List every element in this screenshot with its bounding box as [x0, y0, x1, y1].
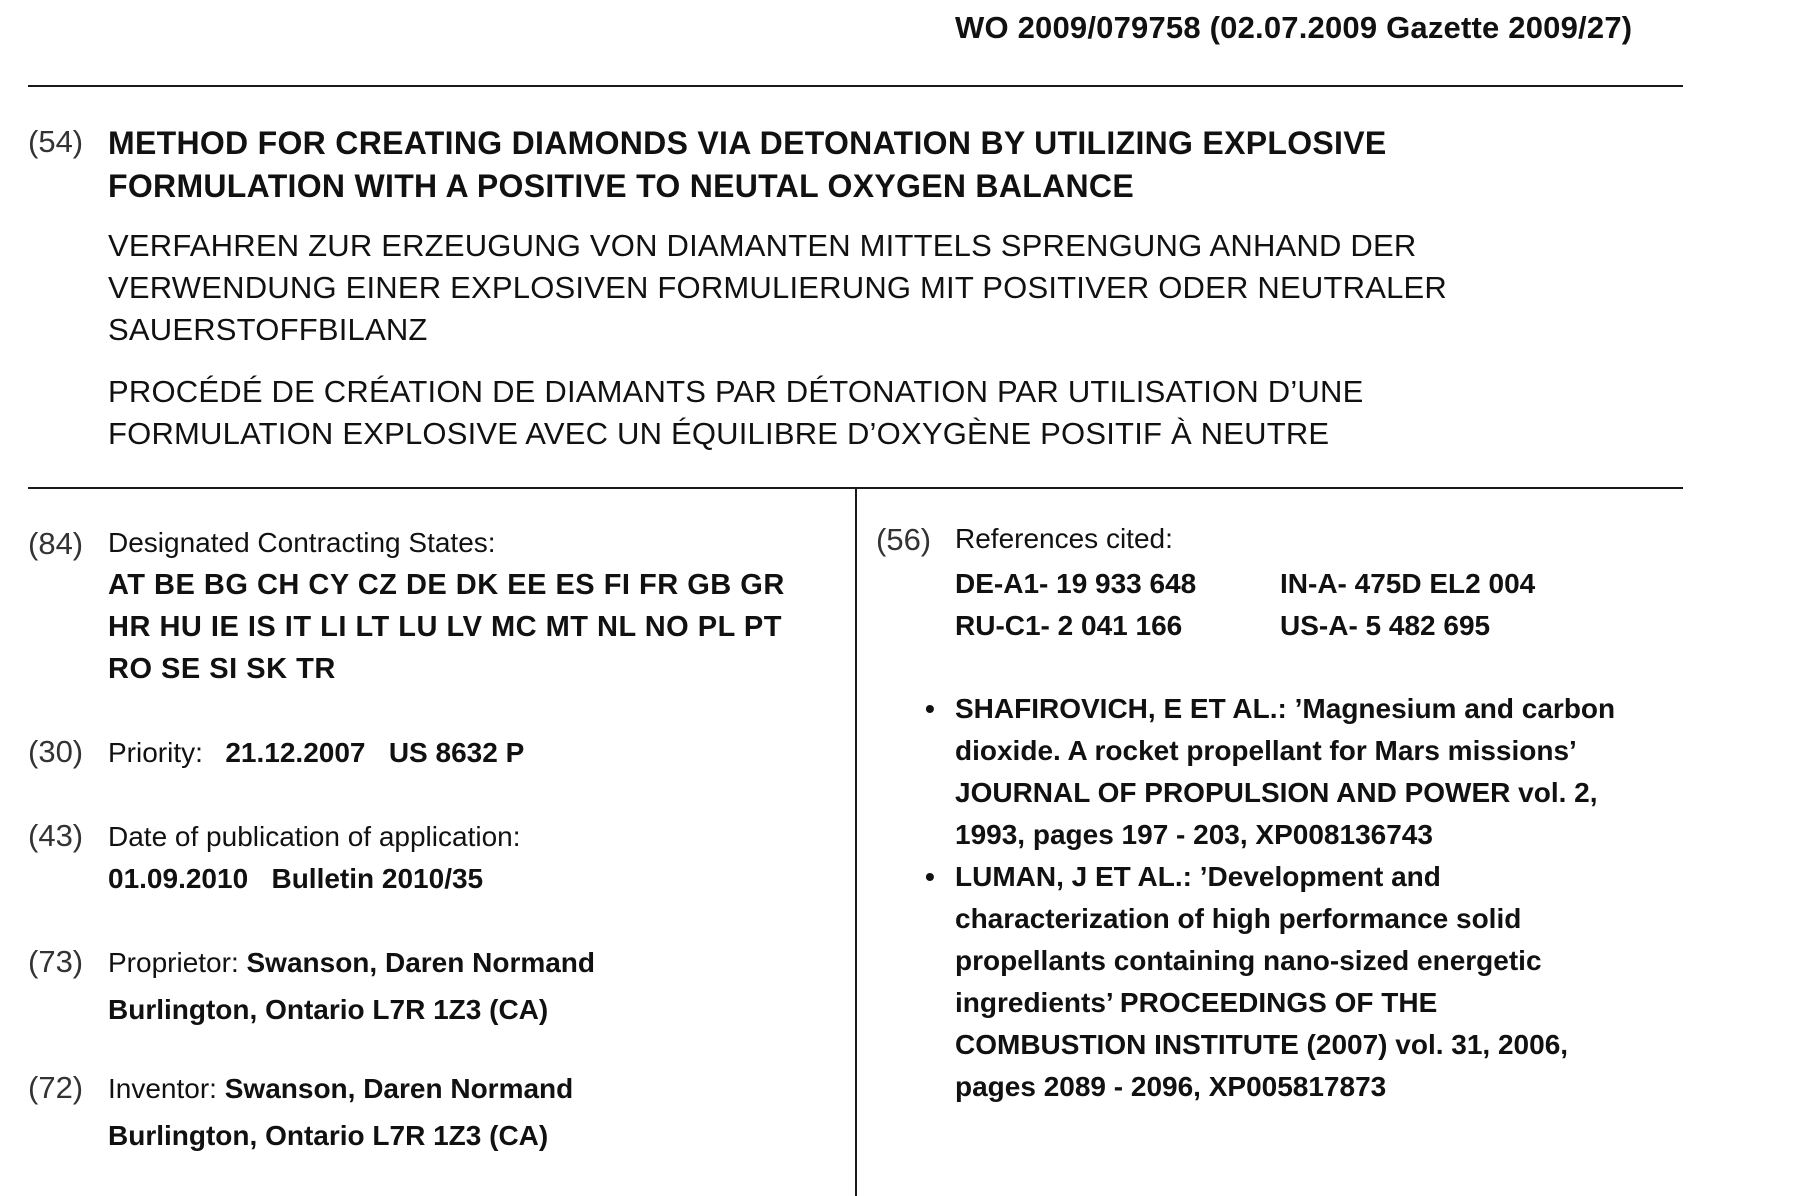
international-publication-number: WO 2009/079758 (02.07.2009 Gazette 2009/27) — [955, 10, 1633, 45]
npl-line: pages 2089 - 2096, XP005817873 — [955, 1071, 1387, 1102]
title-french — [108, 371, 1668, 455]
title-german-line: SAUERSTOFFBILANZ — [108, 312, 428, 347]
npl-line: ingredients’ PROCEEDINGS OF THE — [955, 987, 1438, 1018]
npl-line: 1993, pages 197 - 203, XP008136743 — [955, 819, 1433, 850]
references-code: (56) — [876, 522, 932, 557]
states-line: HR HU IE IS IT LI LT LU LV MC MT NL NO PL PT — [108, 611, 782, 643]
bullet-icon: • — [925, 693, 935, 724]
inventor-address: Burlington, Ontario L7R 1Z3 (CA) — [108, 1120, 549, 1151]
title-german-line: VERFAHREN ZUR ERZEUGUNG VON DIAMANTEN MITTELS SPRENGUNG ANHAND DER — [108, 228, 1417, 263]
top-divider — [28, 85, 1683, 87]
npl-line: characterization of high performance solid — [955, 903, 1522, 934]
priority-label: Priority: — [108, 737, 203, 768]
publication-date-label: Date of publication of application: — [108, 821, 521, 852]
patent-citation: US-A- 5 482 695 — [1280, 610, 1491, 641]
npl-line: propellants containing nano-sized energetic — [955, 945, 1542, 976]
npl-line: COMBUSTION INSTITUTE (2007) vol. 31, 2006, — [955, 1029, 1569, 1060]
states-line: RO SE SI SK TR — [108, 653, 336, 685]
npl-line: dioxide. A rocket propellant for Mars missions’ — [955, 735, 1577, 766]
states-line: AT BE BG CH CY CZ DE DK EE ES FI FR GB GR — [108, 569, 785, 601]
npl-line: LUMAN, J ET AL.: ’Development and — [955, 861, 1441, 892]
patent-citation-row — [955, 605, 1675, 647]
bullet-icon: • — [925, 861, 935, 892]
title-english-line: FORMULATION WITH A POSITIVE TO NEUTAL OXYGEN BALANCE — [108, 168, 1134, 204]
inventor-name: Swanson, Daren Normand — [224, 1073, 574, 1104]
proprietor-label: Proprietor: — [108, 947, 247, 978]
designated-code: (84) — [28, 526, 84, 561]
references-label: References cited: — [955, 523, 1173, 554]
publication-date-code: (43) — [28, 818, 84, 853]
patent-citations — [955, 563, 1675, 647]
patent-citation: IN-A- 475D EL2 004 — [1280, 568, 1536, 599]
priority — [108, 732, 524, 779]
title-german-line: VERWENDUNG EINER EXPLOSIVEN FORMULIERUNG MIT POSITIVER ODER NEUTRALER — [108, 270, 1447, 305]
column-divider — [855, 488, 857, 1196]
title-french-line: FORMULATION EXPLOSIVE AVEC UN ÉQUILIBRE D’OXYGÈNE POSITIF À NEUTRE — [108, 416, 1330, 451]
npl-line: JOURNAL OF PROPULSION AND POWER vol. 2, — [955, 777, 1598, 808]
title-code: (54) — [28, 124, 84, 159]
inventor-label: Inventor: — [108, 1073, 225, 1104]
priority-value: 21.12.2007 US 8632 P — [225, 737, 525, 768]
proprietor-code: (73) — [28, 944, 84, 979]
npl-citation — [925, 856, 1685, 1108]
patent-citation-row — [955, 563, 1675, 605]
proprietor-address: Burlington, Ontario L7R 1Z3 (CA) — [108, 994, 549, 1025]
publication-date — [108, 816, 521, 900]
designated-label: Designated Contracting States: — [108, 527, 496, 558]
patent-citation: RU-C1- 2 041 166 — [955, 610, 1183, 641]
inventor — [108, 1068, 573, 1157]
npl-citation — [925, 688, 1685, 856]
proprietor — [108, 942, 595, 1031]
designated-states — [108, 564, 848, 690]
title-english-line: METHOD FOR CREATING DIAMONDS VIA DETONATION BY UTILIZING EXPLOSIVE — [108, 125, 1387, 161]
npl-line: SHAFIROVICH, E ET AL.: ’Magnesium and carbon — [955, 693, 1616, 724]
publication-date-value: 01.09.2010 Bulletin 2010/35 — [108, 863, 484, 894]
inventor-code: (72) — [28, 1070, 84, 1105]
priority-code: (30) — [28, 734, 84, 769]
patent-citation: DE-A1- 19 933 648 — [955, 568, 1197, 599]
title-french-line: PROCÉDÉ DE CRÉATION DE DIAMANTS PAR DÉTONATION PAR UTILISATION D’UNE — [108, 374, 1364, 409]
proprietor-name: Swanson, Daren Normand — [246, 947, 596, 978]
title-english — [108, 122, 1668, 208]
title-german — [108, 225, 1668, 351]
